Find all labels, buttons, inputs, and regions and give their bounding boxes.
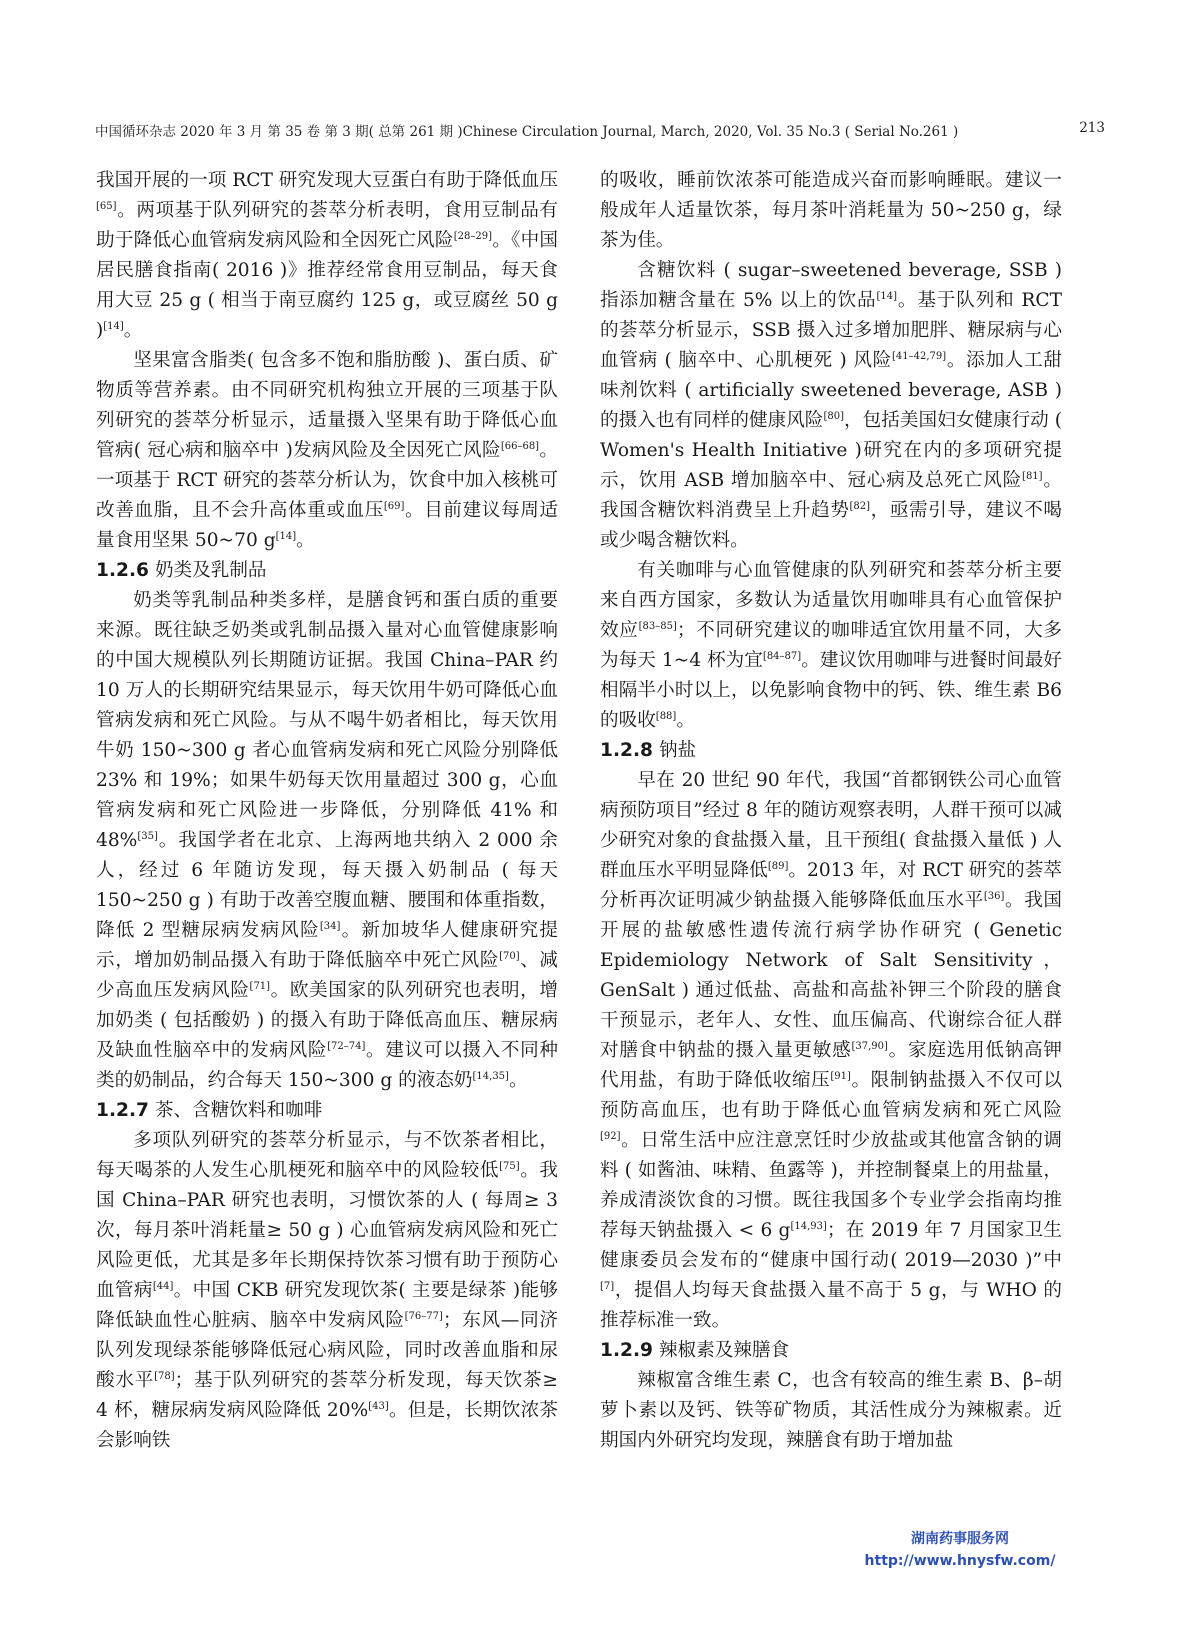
citation: [65] xyxy=(96,201,117,212)
citation: [36] xyxy=(983,891,1005,902)
citation: [34] xyxy=(319,921,341,932)
citation: [14] xyxy=(876,291,898,302)
paragraph-tea: 多项队列研究的荟萃分析显示，与不饮茶者相比，每天喝茶的人发生心肌梗死和脑卒中的风险较低[75]。我国 China–PAR 研究也表明，习惯饮茶的人 ( 每周≥ 3 次，每月茶叶消耗量≥ 50 g ) 心血管病发病风险和死亡风险更低，尤其是多年长期保持饮茶习惯有助于预防心血管病[44]。中国 CKB 研究发现饮茶( 主要是绿茶 )能够降低缺血性心脏病、脑卒中发病风险[76–77]；东风—同济队列发现绿茶能够降低冠心病风险，同时改善血脂和尿酸水平[78]；基于队列研究的荟萃分析发现，每天饮茶≥ 4 杯，糖尿病发病风险降低 20%[43]。但是，长期饮浓茶会影响铁 xyxy=(96,1130,558,1451)
section-heading-1-2-7: 1.2.7 茶、含糖饮料和咖啡 xyxy=(96,1100,323,1121)
citation: [28–29] xyxy=(453,231,492,242)
section-heading-1-2-6: 1.2.6 奶类及乳制品 xyxy=(96,560,267,581)
citation: [82] xyxy=(849,501,871,512)
paragraph-dairy: 奶类等乳制品种类多样，是膳食钙和蛋白质的重要来源。既往缺乏奶类或乳制品摄入量对心血管健康影响的中国大规模队列长期随访证据。我国 China–PAR 约 10 万人的长期研究结果显示，每天饮用牛奶可降低心血管病发病和死亡风险。与从不喝牛奶者相比，每天饮用牛奶 150~300 g 者心血管病发病和死亡风险分别降低 23% 和 19%；如果牛奶每天饮用量超过 300 g，心血管病发病和死亡风险进一步降低，分别降低 41% 和 48%[35]。我国学者在北京、上海两地共纳入 2 000 余人，经过 6 年随访发现，每天摄入奶制品 ( 每天 150~250 g ) 有助于改善空腹血糖、腰围和体重指数，降低 2 型糖尿病发病风险[34]。新加坡华人健康研究提示，增加奶制品摄入有助于降低脑卒中死亡风险[70]、减少高血压发病风险[71]。欧美国家的队列研究也表明，增加奶类 ( 包括酸奶 ) 的摄入有助于降低高血压、糖尿病及缺血性脑卒中的发病风险[72–74]。建议可以摄入不同种类的奶制品，约合每天 150~300 g 的液态奶[14,35]。 xyxy=(96,590,558,1091)
page-number: 213 xyxy=(1079,120,1105,136)
citation: [78] xyxy=(154,1371,175,1382)
paragraph-coffee: 有关咖啡与心血管健康的队列研究和荟萃分析主要来自西方国家，多数认为适量饮用咖啡具有心血管保护效应[83–85]；不同研究建议的咖啡适宜饮用量不同，大多为每天 1~4 杯为宜[84–87]。建议饮用咖啡与进餐时间最好相隔半小时以上，以免影响食物中的钙、铁、维生素 B6 的吸收[88]。 xyxy=(600,560,1062,731)
citation: [44] xyxy=(152,1281,174,1292)
citation: [14] xyxy=(103,321,124,332)
website-watermark xyxy=(820,1528,1100,1572)
citation: [7] xyxy=(600,1281,615,1292)
paragraph-ssb: 含糖饮料 ( sugar–sweetened beverage, SSB ) 指添加糖含量在 5% 以上的饮品[14]。基于队列和 RCT 的荟萃分析显示，SSB 摄入过多增加肥胖、糖尿病与心血管病 ( 脑卒中、心肌梗死 ) 风险[41–42,79]。添加人工甜味剂饮料 ( artificially sweetened beverage, ASB ) 的摄入也有同样的健康风险[80]，包括美国妇女健康行动 ( Women's Health Initiative )研究在内的多项研究提示，饮用 ASB 增加脑卒中、冠心病及总死亡风险[81]。我国含糖饮料消费呈上升趋势[82]，亟需引导，建议不喝或少喝含糖饮料。 xyxy=(600,260,1062,551)
paragraph-nuts: 坚果富含脂类( 包含多不饱和脂肪酸 )、蛋白质、矿物质等营养素。由不同研究机构独立开展的三项基于队列研究的荟萃分析显示，适量摄入坚果有助于降低心血管病( 冠心病和脑卒中 )发病风险及全因死亡风险[66–68]。一项基于 RCT 研究的荟萃分析认为，饮食中加入核桃可改善血脂，且不会升高体重或血压[69]。目前建议每周适量食用坚果 50~70 g[14]。 xyxy=(96,350,558,551)
running-header xyxy=(95,120,1105,140)
citation: [41–42,79] xyxy=(891,351,947,362)
citation: [89] xyxy=(767,861,789,872)
paragraph-tea-continued: 的吸收，睡前饮浓茶可能造成兴奋而影响睡眠。建议一般成年人适量饮茶，每月茶叶消耗量为 50~250 g，绿茶为佳。 xyxy=(600,170,1062,251)
citation: [92] xyxy=(600,1131,621,1142)
citation: [72–74] xyxy=(327,1041,366,1052)
citation: [88] xyxy=(655,711,677,722)
paragraph-capsaicin: 辣椒富含维生素 C，也含有较高的维生素 B、β–胡萝卜素以及钙、铁等矿物质，其活性成分为辣椒素。近期国内外研究均发现，辣膳食有助于增加盐 xyxy=(600,1370,1062,1451)
citation: [71] xyxy=(249,981,271,992)
citation: [81] xyxy=(1022,471,1043,482)
citation: [69] xyxy=(383,501,405,512)
watermark-url[interactable]: http://www.hnysfw.com/ xyxy=(864,1553,1056,1569)
citation: [70] xyxy=(499,951,520,962)
citation: [91] xyxy=(830,1071,851,1082)
left-column xyxy=(96,166,558,1456)
citation: [35] xyxy=(137,831,158,842)
citation: [76–77] xyxy=(404,1311,443,1322)
section-heading-1-2-9: 1.2.9 辣椒素及辣膳食 xyxy=(600,1340,790,1361)
section-heading-1-2-8: 1.2.8 钠盐 xyxy=(600,740,697,761)
citation: [80] xyxy=(823,411,844,422)
citation: [75] xyxy=(499,1161,520,1172)
citation: [14,93] xyxy=(790,1221,827,1232)
paragraph-soy: 我国开展的一项 RCT 研究发现大豆蛋白有助于降低血压[65]。两项基于队列研究的荟萃分析表明，食用豆制品有助于降低心血管病发病风险和全因死亡风险[28–29]。《中国居民膳食指南( 2016 )》推荐经常食用豆制品，每天食用大豆 25 g ( 相当于南豆腐约 125 g，或豆腐丝 50 g )[14]。 xyxy=(96,170,558,341)
citation: [66–68] xyxy=(500,441,540,452)
watermark-site-name: 湖南药事服务网 xyxy=(911,1531,1009,1547)
citation: [37,90] xyxy=(851,1041,888,1052)
citation: [14,35] xyxy=(472,1071,509,1082)
journal-citation: 中国循环杂志 2020 年 3 月 第 35 卷 第 3 期( 总第 261 期 )Chinese Circulation Journal, March, 2020, Vol. 35 No.3 ( Serial No.261 ) xyxy=(95,124,959,140)
citation: [43] xyxy=(368,1401,389,1412)
paragraph-salt: 早在 20 世纪 90 年代，我国“首都钢铁公司心血管病预防项目”经过 8 年的随访观察表明，人群干预可以减少研究对象的食盐摄入量，且干预组( 食盐摄入量低 ) 人群血压水平明显降低[89]。2013 年，对 RCT 研究的荟萃分析再次证明减少钠盐摄入能够降低血压水平[36]。我国开展的盐敏感性遗传流行病学协作研究 ( Genetic Epidemiology Network of Salt Sensitivity，GenSalt ) 通过低盐、高盐和高盐补钾三个阶段的膳食干预显示，老年人、女性、血压偏高、代谢综合征人群对膳食中钠盐的摄入量更敏感[37,90]。家庭选用低钠高钾代用盐，有助于降低收缩压[91]。限制钠盐摄入不仅可以预防高血压，也有助于降低心血管病发病和死亡风险[92]。日常生活中应注意烹饪时少放盐或其他富含钠的调料 ( 如酱油、味精、鱼露等 )，并控制餐桌上的用盐量，养成清淡饮食的习惯。既往我国多个专业学会指南均推荐每天钠盐摄入 < 6 g[14,93]；在 2019 年 7 月国家卫生健康委员会发布的“健康中国行动( 2019—2030 )”中[7]，提倡人均每天食盐摄入量不高于 5 g，与 WHO 的推荐标准一致。 xyxy=(600,770,1063,1331)
citation: [84–87] xyxy=(762,651,802,662)
citation: [83–85] xyxy=(638,621,677,632)
right-column xyxy=(600,166,1062,1456)
citation: [14] xyxy=(275,531,297,542)
